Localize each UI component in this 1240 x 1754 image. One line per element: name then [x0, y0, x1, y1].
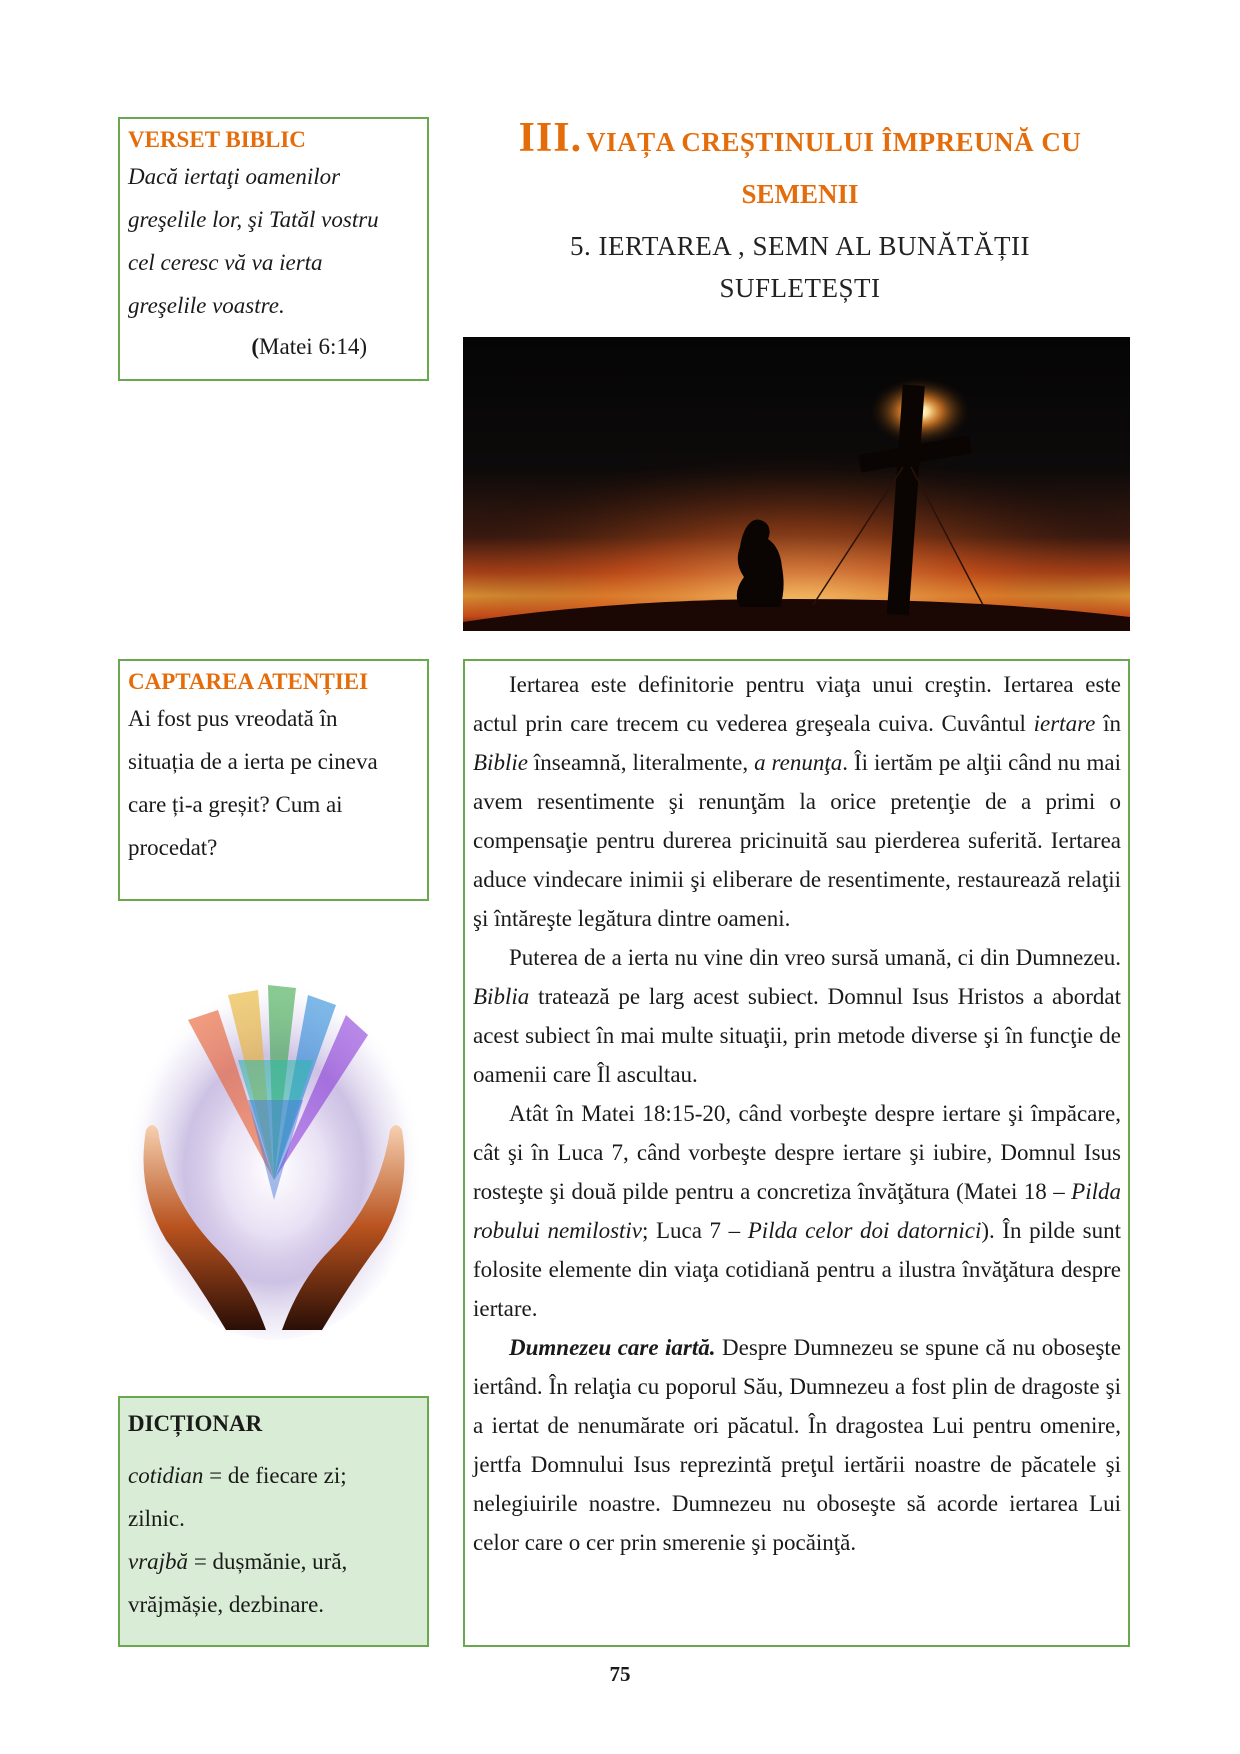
dictionary-entry-cont: vrăjmășie, dezbinare. [128, 1592, 325, 1617]
dictionary-entry-cont: zilnic. [128, 1506, 185, 1531]
dictionary-title: DICȚIONAR [128, 1411, 263, 1436]
chapter-header [465, 112, 1135, 309]
dictionary-entries [128, 1454, 419, 1626]
attention-text [128, 697, 419, 869]
verse-line: greşelile voastre. [128, 293, 285, 318]
dictionary-entry: cotidian = de fiecare zi; [128, 1463, 347, 1488]
attention-line: care ți-a greșit? Cum ai [128, 792, 343, 817]
glowing-hands-image [118, 950, 430, 1342]
lesson-title: 5. IERTAREA , SEMN AL BUNĂTĂȚII SUFLETEȘTI [570, 231, 1030, 303]
dictionary-box [118, 1396, 429, 1647]
attention-line: situația de a ierta pe cineva [128, 749, 378, 774]
verse-line: Dacă iertaţi oamenilor [128, 164, 341, 189]
lesson-text-box [463, 659, 1130, 1647]
paragraph: Dumnezeu care iartă. Despre Dumnezeu se spune că nu oboseşte iertând. În relaţia cu poporul Său, Dumnezeu a fost plin de dragoste şi a iertat de nenumărate ori păcatul. În dragostea Lui pentru omenire, jertfa Domnului Isus reprezintă preţul iertării noastre de păcatele şi nelegiuirile noastre. Dumnezeu nu oboseşte să acorde iertarea Lui celor care o cer prin smerenie şi pocăinţă. [473, 1335, 1121, 1555]
paragraph: Puterea de a ierta nu vine din vreo sursă umană, ci din Dumnezeu. Biblia tratează pe larg acest subiect. Domnul Isus Hristos a abordat acest subiect în mai multe situaţii, prin metode diverse şi în funcţie de oamenii care Îl ascultau. [473, 945, 1121, 1087]
chapter-name: VIAȚA CREȘTINULUI ÎMPREUNĂ CU [586, 127, 1082, 157]
paragraph: Atât în Matei 18:15-20, când vorbeşte despre iertare şi împăcare, cât şi în Luca 7, când vorbeşte despre iertare şi iubire, Domnul Isus rosteşte şi două pilde pentru a concretiza învăţătura (Matei 18 – Pilda robului nemilostiv; Luca 7 – Pilda celor doi datornici). În pilde sunt folosite elemente din viaţa cotidiană pentru a ilustra învăţătura despre iertare. [473, 1101, 1122, 1321]
chapter-name-line2: SEMENII [741, 179, 859, 209]
chapter-title [465, 112, 1135, 173]
attention-line: Ai fost pus vreodată în [128, 706, 338, 731]
attention-line: procedat? [128, 835, 218, 860]
attention-title: CAPTAREA ATENȚIEI [128, 669, 369, 694]
verse-reference: (Matei 6:14) [251, 334, 367, 359]
verse-title: VERSET BIBLIC [128, 127, 306, 152]
dictionary-entry: vrajbă = dușmănie, ură, [128, 1549, 348, 1574]
verse-line: cel ceresc vă va ierta [128, 250, 323, 275]
verse-box [118, 117, 429, 381]
attention-box [118, 659, 429, 901]
chapter-number: III. [518, 115, 583, 161]
page-number: 75 [609, 1662, 631, 1686]
paragraph: Iertarea este definitorie pentru viaţa unui creştin. Iertarea este actul prin care trecem cu vederea greşeala cuiva. Cuvântul iertare în Biblie înseamnă, literalmente, a renunţa. Îi iertăm pe alţii când nu mai avem resentimente şi renunţăm la orice pretenţie de a primi o compensaţie pentru durerea pricinuită sau pierderea suferită. Iertarea aduce vindecare inimii şi eliberare de resentimente, restaurează relaţii şi întăreşte legătura dintre oameni. [473, 672, 1121, 931]
verse-text [128, 155, 419, 327]
verse-line: greşelile lor, şi Tatăl vostru [128, 207, 379, 232]
cross-sunset-image [463, 337, 1130, 631]
